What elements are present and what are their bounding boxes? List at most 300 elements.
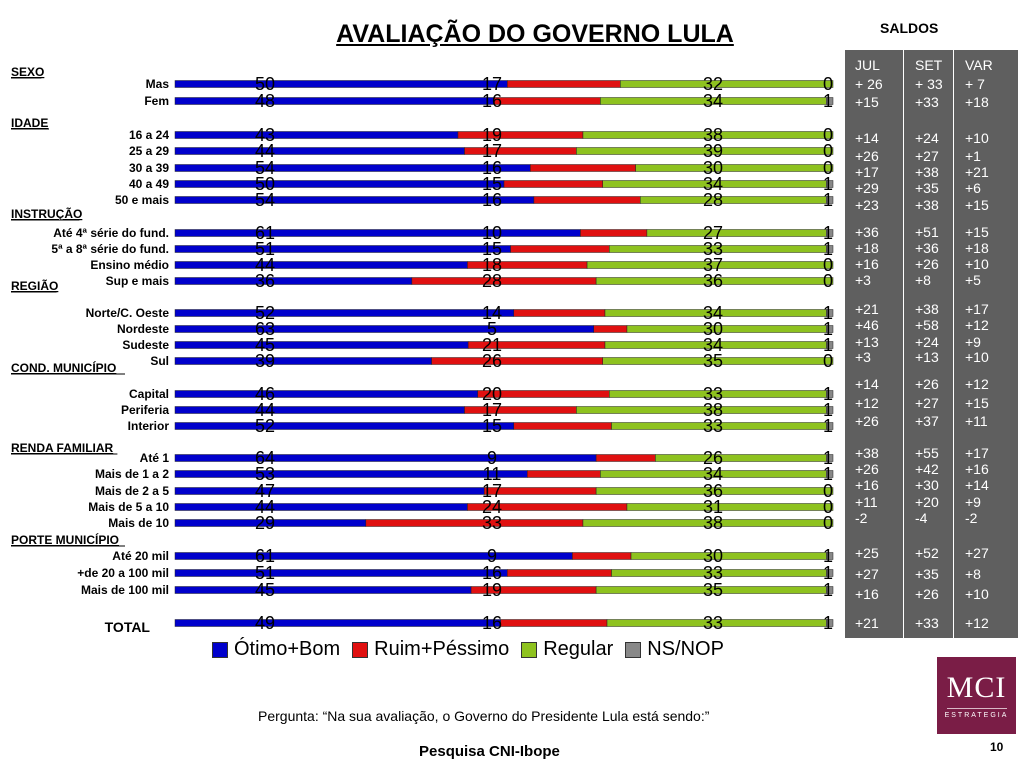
- bar-value-label: 61: [254, 546, 276, 566]
- bar-segment-ruim-pessimo: [494, 98, 600, 105]
- bar-value-label: 33: [702, 563, 724, 583]
- saldo-value: +14: [855, 376, 879, 392]
- legend-item-ns-nop: [625, 638, 724, 661]
- group-header: RENDA FAMILIAR: [11, 441, 114, 455]
- bar-segment-otimo-bom: [175, 488, 484, 495]
- group-header: PORTE MUNICÍPIO: [11, 533, 120, 547]
- legend-item-otimo-bom: [212, 638, 340, 661]
- saldo-value: +37: [915, 413, 939, 429]
- saldo-value: +38: [915, 197, 939, 213]
- bar-value-label: 46: [254, 384, 276, 404]
- bar-value-label: 45: [254, 335, 276, 355]
- saldo-value: +27: [915, 395, 939, 411]
- bar-segment-otimo-bom: [175, 471, 527, 478]
- bar-value-label: 28: [481, 271, 503, 291]
- bar-value-label: 51: [254, 563, 276, 583]
- bar-segment-otimo-bom: [175, 570, 507, 577]
- row-label: TOTAL: [104, 619, 150, 635]
- bar-value-label: 37: [702, 255, 724, 275]
- bar-segment-otimo-bom: [175, 98, 494, 105]
- bar-segment-otimo-bom: [175, 197, 534, 204]
- bar-value-label: 50: [254, 174, 276, 194]
- saldo-value: +51: [915, 224, 939, 240]
- saldo-value: +30: [915, 477, 939, 493]
- bar-segment-otimo-bom: [175, 246, 511, 253]
- saldo-value: +27: [855, 566, 879, 582]
- survey-question: Pergunta: “Na sua avaliação, o Governo do Presidente Lula está sendo:”: [258, 708, 710, 724]
- saldo-value: +17: [855, 164, 879, 180]
- row-label: Ensino médio: [90, 258, 169, 272]
- bar-value-label: 38: [702, 125, 724, 145]
- bar-value-label: 15: [481, 239, 503, 259]
- bar-value-label: 36: [702, 271, 724, 291]
- bar-value-label: 26: [702, 448, 724, 468]
- bar-value-label: 0: [822, 141, 834, 161]
- saldo-value: +15: [965, 395, 989, 411]
- row-label: 25 a 29: [128, 144, 169, 158]
- row-label: Até 4ª série do fund.: [53, 226, 169, 240]
- bar-value-label: 0: [822, 351, 834, 371]
- saldo-value: +38: [855, 445, 879, 461]
- saldo-value: +25: [855, 545, 879, 561]
- group-header: REGIÃO: [11, 279, 59, 293]
- saldo-column-header: SET: [915, 57, 943, 73]
- saldo-value: +23: [855, 197, 879, 213]
- bar-segment-ruim-pessimo: [530, 165, 635, 172]
- bar-value-label: 1: [822, 613, 834, 633]
- bar-value-label: 20: [481, 384, 503, 404]
- saldo-value: +10: [965, 130, 989, 146]
- row-label: Capital: [128, 387, 169, 401]
- bar-value-label: 34: [702, 335, 724, 355]
- saldo-value: +58: [915, 317, 939, 333]
- bar-value-label: 33: [702, 613, 724, 633]
- bar-segment-otimo-bom: [175, 358, 432, 365]
- bar-segment-otimo-bom: [175, 278, 412, 285]
- saldo-value: +35: [915, 566, 939, 582]
- saldo-value: +12: [965, 317, 989, 333]
- saldos-label: SALDOS: [880, 20, 939, 36]
- saldo-value: +12: [965, 615, 989, 631]
- bar-value-label: 30: [702, 158, 724, 178]
- bar-segment-otimo-bom: [175, 587, 471, 594]
- bar-value-label: 16: [481, 158, 503, 178]
- bar-value-label: 48: [254, 91, 276, 111]
- logo-subtext: ESTRATEGIA: [944, 712, 1009, 719]
- saldo-value: +21: [855, 615, 879, 631]
- saldo-value: +3: [855, 349, 871, 365]
- bar-value-label: 1: [822, 319, 834, 339]
- legend-swatch-red: [352, 642, 368, 658]
- bar-segment-ruim-pessimo: [527, 471, 600, 478]
- saldo-value: +10: [965, 349, 989, 365]
- bar-value-label: 1: [822, 335, 834, 355]
- bar-segment-otimo-bom: [175, 391, 478, 398]
- bar-value-label: 51: [254, 239, 276, 259]
- bar-segment-ruim-pessimo: [511, 246, 610, 253]
- bar-value-label: 27: [702, 223, 724, 243]
- row-label: 40 a 49: [128, 177, 169, 191]
- bar-segment-ruim-pessimo: [514, 423, 612, 430]
- bar-segment-otimo-bom: [175, 455, 596, 462]
- bar-value-label: 0: [822, 255, 834, 275]
- bar-segment-otimo-bom: [175, 148, 465, 155]
- saldo-value: +42: [915, 461, 939, 477]
- row-label: Até 1: [139, 451, 169, 465]
- bar-value-label: 30: [702, 546, 724, 566]
- bar-segment-otimo-bom: [175, 342, 468, 349]
- saldo-value: +35: [915, 180, 939, 196]
- saldo-value: +26: [855, 148, 879, 164]
- logo-text: MCI: [946, 671, 1007, 704]
- bar-segment-regular: [631, 553, 826, 560]
- bar-segment-ruim-pessimo: [507, 570, 611, 577]
- saldo-value: +14: [855, 130, 879, 146]
- saldo-value: +29: [855, 180, 879, 196]
- row-label: 50 e mais: [114, 193, 169, 207]
- bar-value-label: 9: [486, 448, 498, 468]
- saldo-value: +33: [915, 615, 939, 631]
- row-label: Sup e mais: [105, 274, 169, 288]
- bar-value-label: 1: [822, 174, 834, 194]
- bar-value-label: 38: [702, 513, 724, 533]
- bar-value-label: 44: [254, 497, 276, 517]
- saldo-value: +27: [915, 148, 939, 164]
- bar-segment-ruim-pessimo: [534, 197, 640, 204]
- bar-value-label: 1: [822, 384, 834, 404]
- bar-segment-otimo-bom: [175, 553, 572, 560]
- saldo-value: +17: [965, 301, 989, 317]
- saldo-value: +6: [965, 180, 981, 196]
- saldo-value: +8: [915, 272, 931, 288]
- bar-segment-otimo-bom: [175, 132, 458, 139]
- bar-segment-otimo-bom: [175, 230, 580, 237]
- bar-value-label: 16: [481, 190, 503, 210]
- bar-value-label: 17: [481, 74, 503, 94]
- legend-label: Regular: [543, 638, 614, 660]
- saldo-value: -2: [855, 510, 868, 526]
- bar-value-label: 0: [822, 271, 834, 291]
- saldo-value: +15: [965, 224, 989, 240]
- logo-rule: [947, 708, 1007, 709]
- bar-segment-ruim-pessimo: [458, 132, 583, 139]
- bar-value-label: 17: [481, 141, 503, 161]
- row-label: Mas: [145, 77, 169, 91]
- saldo-value: +15: [965, 197, 989, 213]
- bar-value-label: 1: [822, 580, 834, 600]
- legend-swatch-gray: [625, 642, 641, 658]
- legend-item-ruim-pessimo: [352, 638, 509, 661]
- bar-segment-regular: [640, 197, 826, 204]
- bar-value-label: 16: [481, 91, 503, 111]
- bar-value-label: 1: [822, 563, 834, 583]
- row-label: Nordeste: [116, 322, 169, 336]
- bar-value-label: 18: [481, 255, 503, 275]
- bar-value-label: 19: [481, 580, 503, 600]
- group-header: SEXO: [11, 65, 45, 79]
- bar-value-label: 32: [702, 74, 724, 94]
- saldo-value: +12: [855, 395, 879, 411]
- saldo-value: +24: [915, 130, 939, 146]
- bar-value-label: 45: [254, 580, 276, 600]
- row-label: Fem: [144, 94, 169, 108]
- bar-value-label: 50: [254, 74, 276, 94]
- row-label: Mais de 5 a 10: [88, 500, 169, 514]
- bar-value-label: 19: [481, 125, 503, 145]
- bar-value-label: 53: [254, 464, 276, 484]
- saldo-value: +18: [965, 240, 989, 256]
- bar-value-label: 36: [254, 271, 276, 291]
- bar-value-label: 17: [481, 481, 503, 501]
- bar-segment-regular: [647, 230, 826, 237]
- bar-value-label: 44: [254, 141, 276, 161]
- legend-swatch-blue: [212, 642, 228, 658]
- row-label: Mais de 1 a 2: [94, 467, 169, 481]
- saldo-value: +26: [915, 586, 939, 602]
- bar-value-label: 1: [822, 464, 834, 484]
- bar-value-label: 33: [702, 384, 724, 404]
- bar-segment-otimo-bom: [175, 81, 507, 88]
- bar-value-label: 43: [254, 125, 276, 145]
- row-label: 30 a 39: [128, 161, 169, 175]
- bar-segment-otimo-bom: [175, 620, 501, 627]
- saldo-value: +16: [855, 477, 879, 493]
- bar-value-label: 1: [822, 239, 834, 259]
- bar-segment-otimo-bom: [175, 423, 514, 430]
- saldo-value: +33: [915, 94, 939, 110]
- row-label: Até 20 mil: [112, 549, 169, 563]
- saldo-value: +27: [965, 545, 989, 561]
- saldo-value: +1: [965, 148, 981, 164]
- bar-value-label: 38: [702, 400, 724, 420]
- bar-value-label: 0: [822, 481, 834, 501]
- bar-value-label: 29: [254, 513, 276, 533]
- bar-value-label: 47: [254, 481, 276, 501]
- bar-value-label: 34: [702, 464, 724, 484]
- source-label: Pesquisa CNI-Ibope: [419, 743, 560, 760]
- bar-value-label: 5: [486, 319, 498, 339]
- bar-value-label: 26: [481, 351, 503, 371]
- bar-segment-ruim-pessimo: [507, 81, 620, 88]
- saldo-value: -2: [965, 510, 978, 526]
- bar-value-label: 52: [254, 303, 276, 323]
- bar-segment-otimo-bom: [175, 262, 467, 269]
- saldo-value: +36: [915, 240, 939, 256]
- bar-value-label: 1: [822, 91, 834, 111]
- saldo-value: +20: [915, 494, 939, 510]
- bar-segment-ruim-pessimo: [514, 310, 605, 317]
- saldo-value: + 33: [915, 76, 943, 92]
- saldo-value: +11: [855, 494, 878, 510]
- bar-segment-ruim-pessimo: [504, 181, 603, 188]
- bar-value-label: 21: [481, 335, 503, 355]
- bar-value-label: 11: [482, 464, 502, 484]
- saldo-value: +13: [915, 349, 939, 365]
- bar-segment-otimo-bom: [175, 181, 504, 188]
- bar-value-label: 49: [254, 613, 276, 633]
- bar-segment-regular: [655, 455, 826, 462]
- saldo-value: +10: [965, 256, 989, 272]
- saldo-value: +26: [915, 256, 939, 272]
- bar-value-label: 34: [702, 303, 724, 323]
- bar-value-label: 15: [481, 174, 503, 194]
- saldo-value: +11: [965, 413, 988, 429]
- bar-value-label: 16: [481, 563, 503, 583]
- bar-segment-ruim-pessimo: [594, 326, 627, 333]
- bar-segment-ruim-pessimo: [572, 553, 631, 560]
- bar-value-label: 34: [702, 174, 724, 194]
- bar-value-label: 35: [702, 580, 724, 600]
- bar-value-label: 63: [254, 319, 276, 339]
- bar-segment-ruim-pessimo: [412, 278, 596, 285]
- saldo-value: +9: [965, 334, 981, 350]
- bar-value-label: 0: [822, 513, 834, 533]
- bar-value-label: 36: [702, 481, 724, 501]
- saldo-value: +10: [965, 586, 989, 602]
- saldo-value: + 7: [965, 76, 985, 92]
- bar-value-label: 10: [481, 223, 503, 243]
- bar-value-label: 44: [254, 255, 276, 275]
- saldo-value: +18: [855, 240, 879, 256]
- bar-value-label: 0: [822, 497, 834, 517]
- saldo-value: +38: [915, 301, 939, 317]
- row-label: Mais de 2 a 5: [94, 484, 169, 498]
- saldo-value: +38: [915, 164, 939, 180]
- saldo-value: +16: [965, 461, 989, 477]
- row-label: 5ª a 8ª série do fund.: [51, 242, 169, 256]
- bar-value-label: 0: [822, 158, 834, 178]
- saldo-value: +17: [965, 445, 989, 461]
- bar-segment-otimo-bom: [175, 504, 467, 511]
- group-header: IDADE: [11, 116, 49, 130]
- legend-label: Ruim+Péssimo: [374, 638, 510, 660]
- group-header: COND. MUNICÍPIO: [11, 361, 117, 375]
- saldo-value: +26: [915, 376, 939, 392]
- group-header: INSTRUÇÃO: [11, 207, 83, 221]
- row-label: +de 20 a 100 mil: [77, 566, 169, 580]
- bar-value-label: 33: [481, 513, 503, 533]
- saldo-value: +21: [965, 164, 989, 180]
- row-label: Sul: [150, 354, 169, 368]
- saldo-value: + 26: [855, 76, 883, 92]
- chart-legend: [212, 638, 724, 661]
- bar-value-label: 64: [254, 448, 276, 468]
- saldo-value: +16: [855, 586, 879, 602]
- bar-segment-regular: [627, 326, 826, 333]
- bar-value-label: 15: [481, 416, 503, 436]
- row-label: Norte/C. Oeste: [85, 306, 169, 320]
- bar-segment-otimo-bom: [175, 407, 465, 414]
- saldo-value: +26: [855, 413, 879, 429]
- legend-swatch-green: [521, 642, 537, 658]
- bar-segment-ruim-pessimo: [432, 358, 603, 365]
- saldo-value: +18: [965, 94, 989, 110]
- bar-value-label: 33: [702, 239, 724, 259]
- legend-label: NS/NOP: [647, 638, 724, 660]
- saldo-value: +12: [965, 376, 989, 392]
- legend-item-regular: [521, 638, 613, 661]
- saldo-value: +21: [855, 301, 879, 317]
- saldo-value: +3: [855, 272, 871, 288]
- bar-segment-otimo-bom: [175, 326, 594, 333]
- mci-logo: [937, 657, 1016, 734]
- saldo-value: +13: [855, 334, 879, 350]
- bar-segment-ruim-pessimo: [501, 620, 607, 627]
- bar-value-label: 14: [481, 303, 503, 323]
- bar-value-label: 30: [702, 319, 724, 339]
- saldo-value: +46: [855, 317, 879, 333]
- bar-value-label: 54: [254, 158, 276, 178]
- bar-value-label: 1: [822, 223, 834, 243]
- bar-segment-regular: [620, 81, 833, 88]
- bar-value-label: 31: [702, 497, 724, 517]
- row-label: Mais de 100 mil: [80, 583, 169, 597]
- bar-value-label: 17: [481, 400, 503, 420]
- bar-value-label: 1: [822, 400, 834, 420]
- bar-segment-regular: [627, 504, 833, 511]
- saldo-value: +52: [915, 545, 939, 561]
- saldo-value: +14: [965, 477, 989, 493]
- row-label: 16 a 24: [128, 128, 169, 142]
- bar-segment-otimo-bom: [175, 165, 530, 172]
- legend-label: Ótimo+Bom: [234, 638, 341, 660]
- saldo-value: +16: [855, 256, 879, 272]
- bar-segment-otimo-bom: [175, 310, 514, 317]
- bar-value-label: 44: [254, 400, 276, 420]
- bar-value-label: 1: [822, 416, 834, 436]
- bar-value-label: 16: [481, 613, 503, 633]
- saldo-value: +55: [915, 445, 939, 461]
- chart-title: AVALIAÇÃO DO GOVERNO LULA: [336, 20, 734, 48]
- saldo-value: -4: [915, 510, 928, 526]
- row-label: Periferia: [120, 403, 169, 417]
- row-label: Mais de 10: [108, 516, 169, 530]
- bar-value-label: 0: [822, 74, 834, 94]
- bar-value-label: 28: [702, 190, 724, 210]
- bar-value-label: 1: [822, 190, 834, 210]
- saldo-value: +9: [965, 494, 981, 510]
- bar-value-label: 1: [822, 303, 834, 323]
- bar-value-label: 0: [822, 125, 834, 145]
- bar-value-label: 1: [822, 448, 834, 468]
- bar-value-label: 33: [702, 416, 724, 436]
- bar-segment-regular: [576, 407, 826, 414]
- saldo-column-header: VAR: [965, 57, 993, 73]
- bar-value-label: 9: [486, 546, 498, 566]
- saldo-value: +26: [855, 461, 879, 477]
- bar-value-label: 61: [254, 223, 276, 243]
- saldo-value: +24: [915, 334, 939, 350]
- saldo-value: +5: [965, 272, 981, 288]
- bar-value-label: 1: [822, 546, 834, 566]
- row-label: Interior: [127, 419, 169, 433]
- bar-value-label: 54: [254, 190, 276, 210]
- bar-segment-ruim-pessimo: [366, 520, 583, 527]
- bar-value-label: 39: [702, 141, 724, 161]
- bar-value-label: 24: [481, 497, 503, 517]
- bar-value-label: 34: [702, 91, 724, 111]
- saldo-value: +15: [855, 94, 879, 110]
- saldo-value: +36: [855, 224, 879, 240]
- bar-value-label: 52: [254, 416, 276, 436]
- page-number: 10: [990, 740, 1004, 754]
- bar-segment-ruim-pessimo: [580, 230, 646, 237]
- saldo-value: +8: [965, 566, 981, 582]
- bar-segment-regular: [636, 165, 833, 172]
- bar-segment-ruim-pessimo: [596, 455, 655, 462]
- bar-value-label: 39: [254, 351, 276, 371]
- bar-value-label: 35: [702, 351, 724, 371]
